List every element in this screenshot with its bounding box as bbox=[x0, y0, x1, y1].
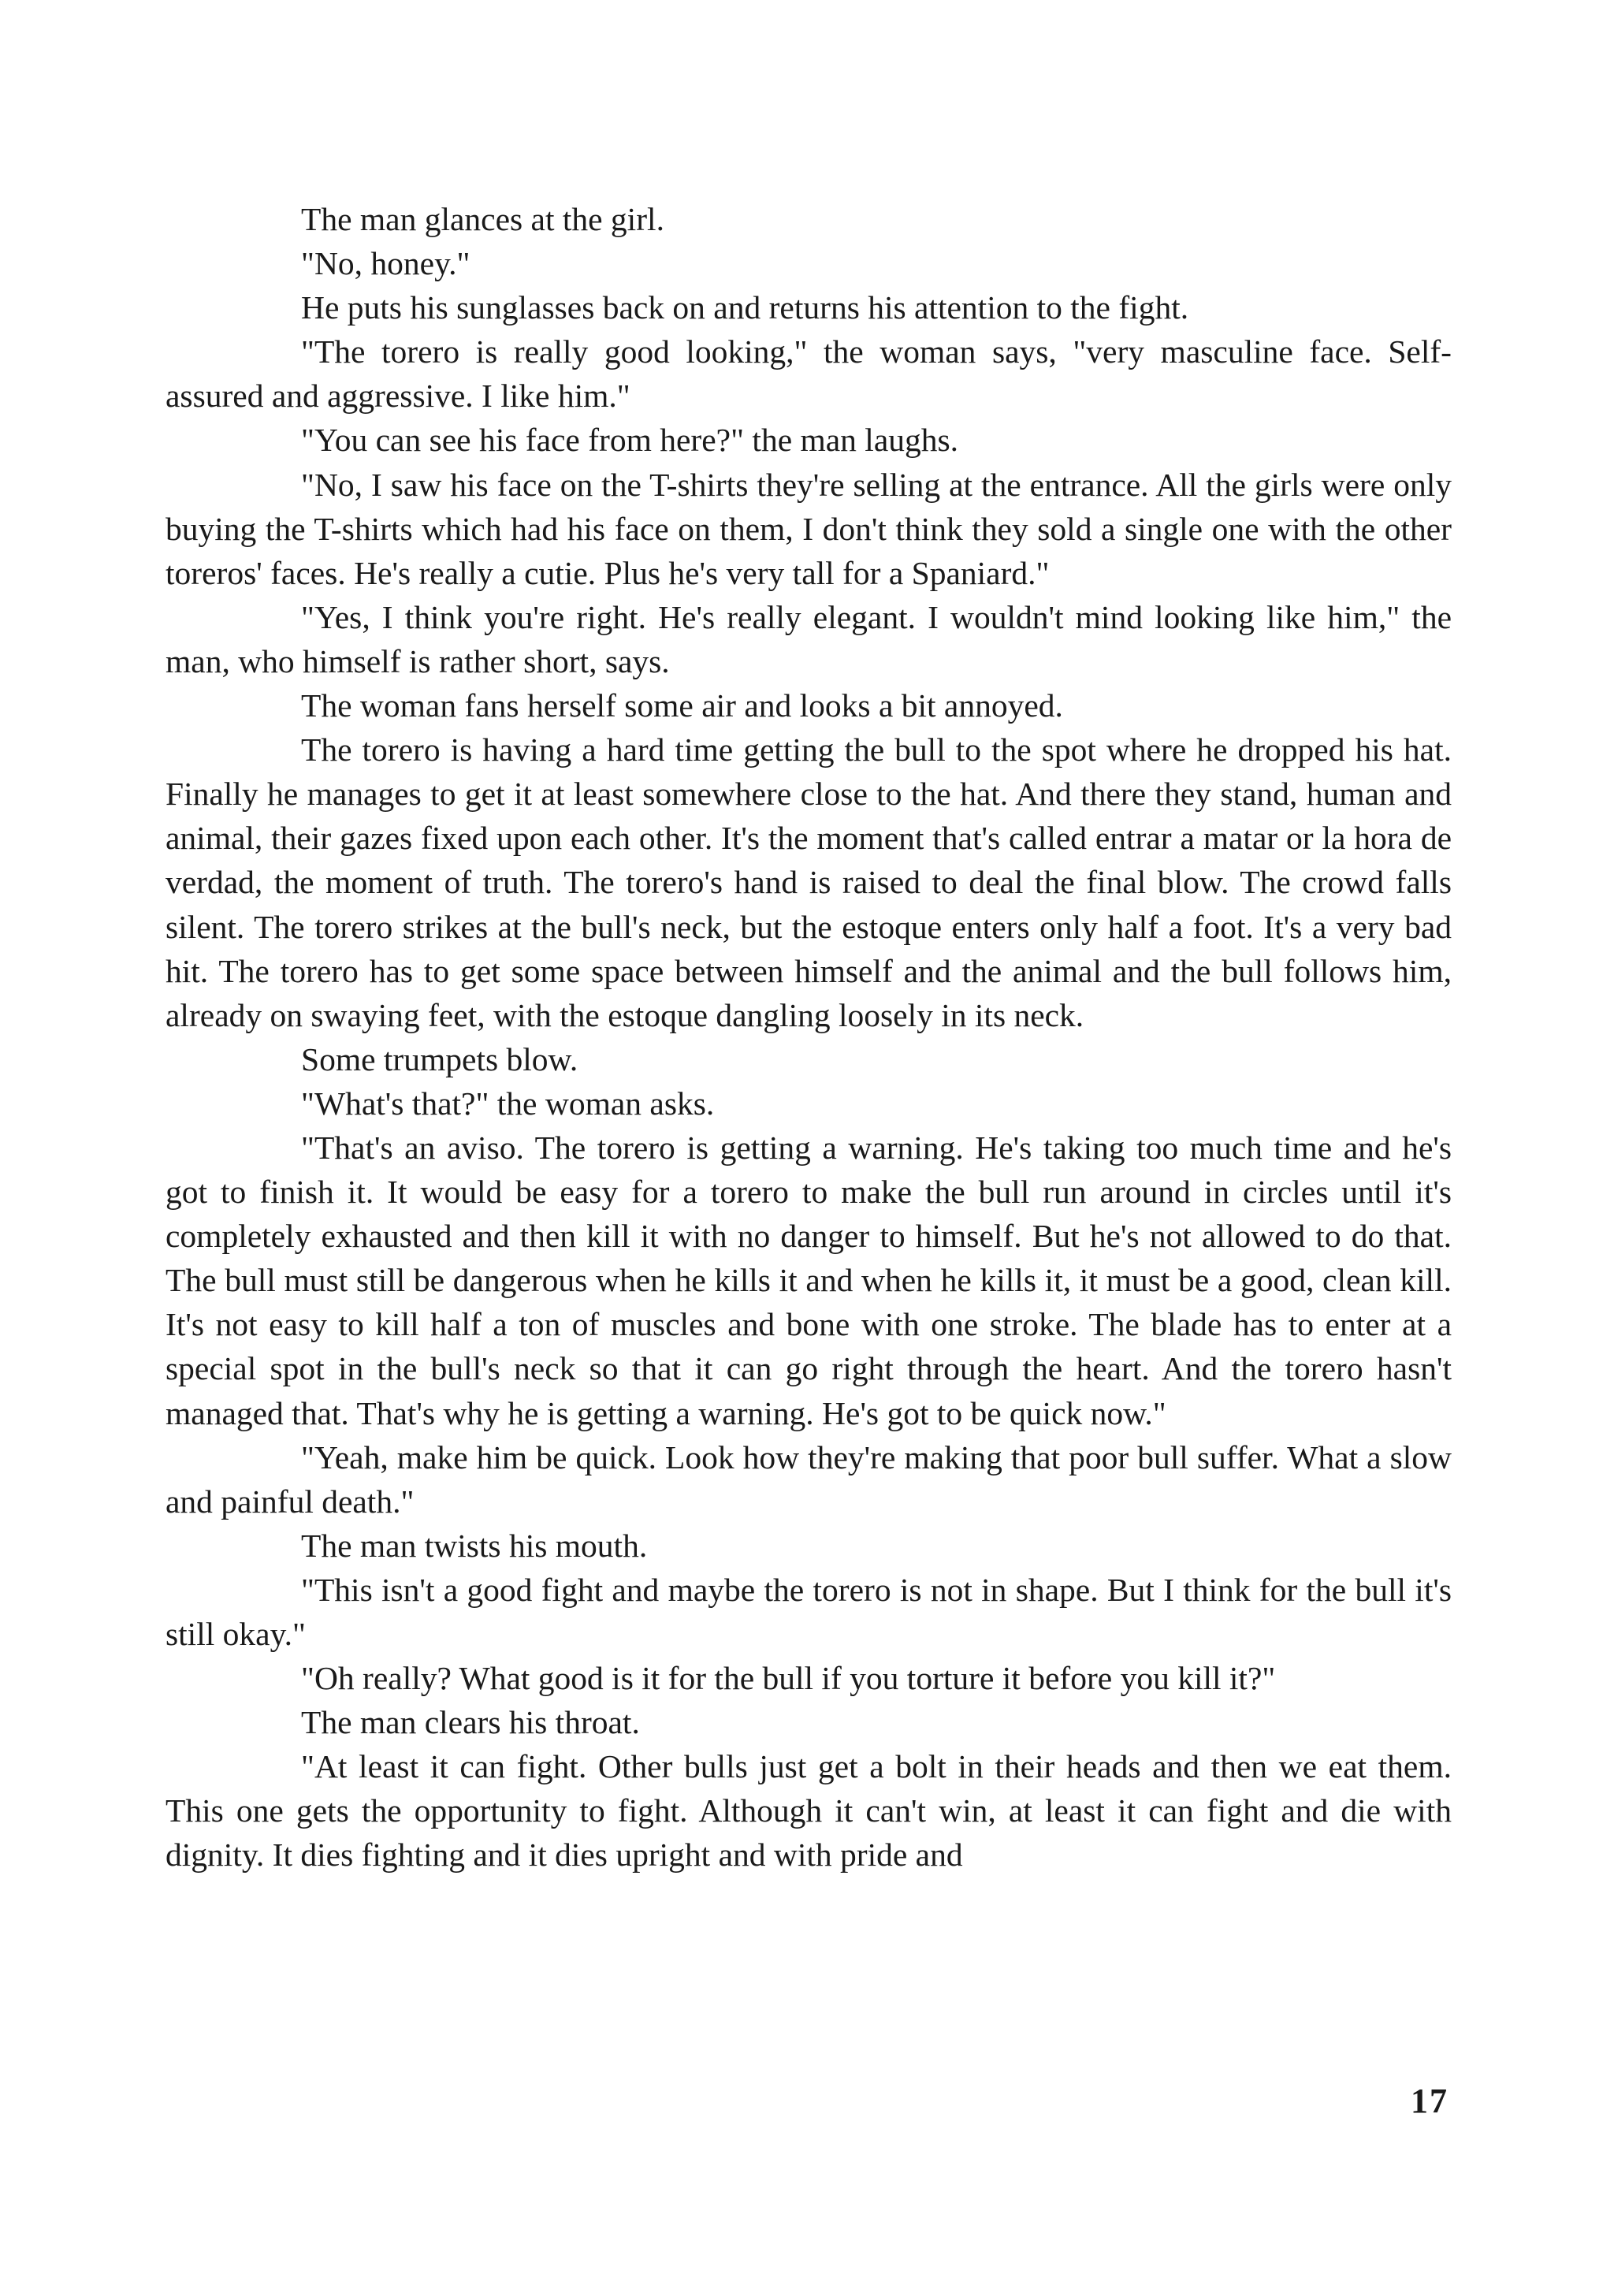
paragraph: "Yes, I think you're right. He's really elegant. I wouldn't mind looking like him," the man, who himself is rather short, says. bbox=[165, 598, 1452, 679]
paragraph: "Yeah, make him be quick. Look how they're making that poor bull suffer. What a slow and painful death." bbox=[165, 1438, 1452, 1520]
paragraph: "No, I saw his face on the T-shirts they're selling at the entrance. All the girls were only buying the T-shirts which had his face on them, I don't think they sold a single one with the other toreros' faces. He's really a cutie. Plus he's very tall for a Spaniard." bbox=[165, 466, 1452, 591]
paragraph: Some trumpets blow. bbox=[301, 1040, 578, 1077]
paragraph: "The torero is really good looking," the woman says, "very masculine face. Self-assured and aggressive. I like him." bbox=[165, 333, 1452, 415]
paragraph: The man glances at the girl. bbox=[301, 201, 664, 237]
paragraph: "What's that?" the woman asks. bbox=[301, 1085, 715, 1122]
paragraph: "You can see his face from here?" the man laughs. bbox=[301, 422, 959, 459]
paragraph: The torero is having a hard time getting the bull to the spot where he dropped his hat. Finally he manages to get it at least somewhere close to the hat. And there they stand, human and animal, their gazes fixed upon each other. It's the moment that's called entrar a matar or la hora de verdad, the moment of truth. The torero's hand is raised to deal the final blow. The crowd falls silent. The torero strikes at the bull's neck, but the estoque enters only half a foot. It's a very bad hit. The torero has to get some space between himself and the animal and the bull follows him, already on swaying feet, with the estoque dangling loosely in its neck. bbox=[165, 731, 1452, 1033]
paragraph: The man twists his mouth. bbox=[301, 1527, 648, 1564]
paragraph: "That's an aviso. The torero is getting a warning. He's taking too much time and he's got to finish it. It would be easy for a torero to make the bull run around in circles until it's completely exhausted and then kill it with no danger to himself. But he's not allowed to do that. The bull must still be dangerous when he kills it and when he kills it, it must be a good, clean kill. It's not easy to kill half a ton of muscles and bone with one stroke. The blade has to enter at a special spot in the bull's neck so that it can go right through the heart. And the torero hasn't managed that. That's why he is getting a warning. He's got to be quick now." bbox=[165, 1129, 1452, 1431]
paragraph: "At least it can fight. Other bulls just get a bolt in their heads and then we eat them. This one gets the opportunity to fight. Although it can't win, at least it can fight and die with dignity. It dies fighting and it dies upright and with pride and bbox=[165, 1748, 1452, 1874]
paragraph: The woman fans herself some air and looks a bit annoyed. bbox=[301, 687, 1063, 724]
paragraph: The man clears his throat. bbox=[301, 1704, 640, 1741]
paragraph: "This isn't a good fight and maybe the torero is not in shape. But I think for the bull it's still okay." bbox=[165, 1571, 1452, 1652]
paragraph: "Oh really? What good is it for the bull if you torture it before you kill it?" bbox=[301, 1660, 1276, 1697]
paragraph: "No, honey." bbox=[301, 245, 470, 282]
body-text bbox=[165, 197, 1452, 1877]
paragraph: He puts his sunglasses back on and returns his attention to the fight. bbox=[301, 289, 1189, 326]
page-number: 17 bbox=[1411, 2082, 1449, 2120]
